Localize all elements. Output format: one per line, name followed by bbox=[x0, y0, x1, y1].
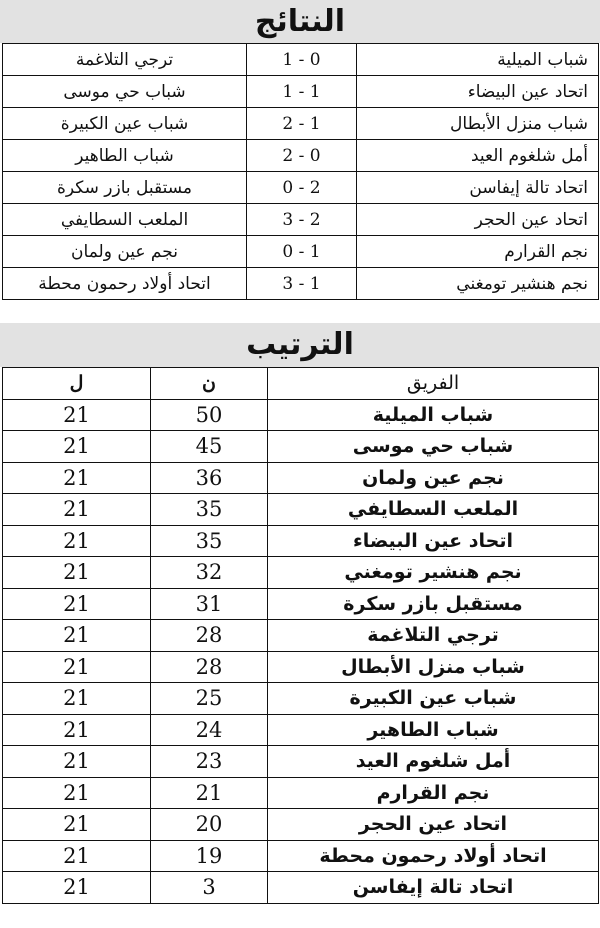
home-team: اتحاد تالة إيفاسن bbox=[357, 172, 599, 204]
team-name: نجم هنشير تومغني bbox=[268, 557, 599, 589]
match-score: 2 - 0 bbox=[247, 140, 357, 172]
played-count: 21 bbox=[3, 494, 151, 526]
match-score: 0 - 2 bbox=[247, 172, 357, 204]
away-team: ترجي التلاغمة bbox=[3, 44, 247, 76]
away-team: شباب الطاهير bbox=[3, 140, 247, 172]
points-value: 21 bbox=[151, 777, 268, 809]
points-column-header: ن bbox=[151, 368, 268, 400]
match-row bbox=[3, 204, 599, 236]
match-score: 3 - 1 bbox=[247, 268, 357, 300]
team-name: اتحاد أولاد رحمون محطة bbox=[268, 840, 599, 872]
standings-row bbox=[3, 777, 599, 809]
team-name: الملعب السطايفي bbox=[268, 494, 599, 526]
team-name: أمل شلغوم العيد bbox=[268, 746, 599, 778]
home-team: نجم القرارم bbox=[357, 236, 599, 268]
away-team: نجم عين ولمان bbox=[3, 236, 247, 268]
played-count: 21 bbox=[3, 714, 151, 746]
team-name: ترجي التلاغمة bbox=[268, 620, 599, 652]
points-value: 35 bbox=[151, 494, 268, 526]
team-name: شباب حي موسى bbox=[268, 431, 599, 463]
team-name: شباب عين الكبيرة bbox=[268, 683, 599, 715]
played-count: 21 bbox=[3, 525, 151, 557]
points-value: 45 bbox=[151, 431, 268, 463]
standings-row bbox=[3, 525, 599, 557]
played-column-header: ل bbox=[3, 368, 151, 400]
team-name: شباب منزل الأبطال bbox=[268, 651, 599, 683]
standings-row bbox=[3, 557, 599, 589]
points-value: 28 bbox=[151, 651, 268, 683]
points-value: 19 bbox=[151, 840, 268, 872]
standings-row bbox=[3, 840, 599, 872]
results-table bbox=[2, 43, 599, 300]
match-score: 0 - 1 bbox=[247, 236, 357, 268]
away-team: شباب حي موسى bbox=[3, 76, 247, 108]
standings-row bbox=[3, 809, 599, 841]
played-count: 21 bbox=[3, 431, 151, 463]
played-count: 21 bbox=[3, 809, 151, 841]
points-value: 28 bbox=[151, 620, 268, 652]
away-team: مستقبل بازر سكرة bbox=[3, 172, 247, 204]
match-row bbox=[3, 76, 599, 108]
standings-header-row bbox=[3, 368, 599, 400]
match-row bbox=[3, 140, 599, 172]
points-value: 50 bbox=[151, 399, 268, 431]
standings-row bbox=[3, 431, 599, 463]
standings-row bbox=[3, 746, 599, 778]
home-team: شباب الميلية bbox=[357, 44, 599, 76]
played-count: 21 bbox=[3, 651, 151, 683]
standings-row bbox=[3, 399, 599, 431]
points-value: 24 bbox=[151, 714, 268, 746]
points-value: 36 bbox=[151, 462, 268, 494]
away-team: اتحاد أولاد رحمون محطة bbox=[3, 268, 247, 300]
home-team: أمل شلغوم العيد bbox=[357, 140, 599, 172]
played-count: 21 bbox=[3, 840, 151, 872]
match-row bbox=[3, 268, 599, 300]
standings-row bbox=[3, 872, 599, 904]
team-name: مستقبل بازر سكرة bbox=[268, 588, 599, 620]
points-value: 23 bbox=[151, 746, 268, 778]
played-count: 21 bbox=[3, 399, 151, 431]
match-row bbox=[3, 108, 599, 140]
home-team: نجم هنشير تومغني bbox=[357, 268, 599, 300]
away-team: شباب عين الكبيرة bbox=[3, 108, 247, 140]
standings-table bbox=[2, 367, 599, 904]
team-name: نجم عين ولمان bbox=[268, 462, 599, 494]
points-value: 25 bbox=[151, 683, 268, 715]
match-score: 3 - 2 bbox=[247, 204, 357, 236]
home-team: اتحاد عين الحجر bbox=[357, 204, 599, 236]
standings-row bbox=[3, 588, 599, 620]
standings-row bbox=[3, 651, 599, 683]
team-name: اتحاد عين الحجر bbox=[268, 809, 599, 841]
team-column-header: الفريق bbox=[268, 368, 599, 400]
team-name: اتحاد عين البيضاء bbox=[268, 525, 599, 557]
played-count: 21 bbox=[3, 620, 151, 652]
standings-row bbox=[3, 620, 599, 652]
points-value: 32 bbox=[151, 557, 268, 589]
team-name: شباب الميلية bbox=[268, 399, 599, 431]
points-value: 35 bbox=[151, 525, 268, 557]
standings-row bbox=[3, 683, 599, 715]
results-heading-bar bbox=[0, 0, 600, 43]
team-name: اتحاد تالة إيفاسن bbox=[268, 872, 599, 904]
standings-title: الترتيب bbox=[246, 327, 354, 362]
match-row bbox=[3, 44, 599, 76]
team-name: شباب الطاهير bbox=[268, 714, 599, 746]
match-score: 1 - 0 bbox=[247, 44, 357, 76]
points-value: 20 bbox=[151, 809, 268, 841]
away-team: الملعب السطايفي bbox=[3, 204, 247, 236]
played-count: 21 bbox=[3, 557, 151, 589]
played-count: 21 bbox=[3, 462, 151, 494]
points-value: 3 bbox=[151, 872, 268, 904]
match-score: 1 - 1 bbox=[247, 76, 357, 108]
results-title: النتائج bbox=[254, 3, 346, 39]
played-count: 21 bbox=[3, 588, 151, 620]
standings-row bbox=[3, 494, 599, 526]
team-name: نجم القرارم bbox=[268, 777, 599, 809]
standings-heading-bar bbox=[0, 323, 600, 367]
match-row bbox=[3, 236, 599, 268]
played-count: 21 bbox=[3, 683, 151, 715]
played-count: 21 bbox=[3, 872, 151, 904]
match-score: 2 - 1 bbox=[247, 108, 357, 140]
standings-row bbox=[3, 462, 599, 494]
played-count: 21 bbox=[3, 777, 151, 809]
match-row bbox=[3, 172, 599, 204]
played-count: 21 bbox=[3, 746, 151, 778]
standings-row bbox=[3, 714, 599, 746]
points-value: 31 bbox=[151, 588, 268, 620]
home-team: اتحاد عين البيضاء bbox=[357, 76, 599, 108]
home-team: شباب منزل الأبطال bbox=[357, 108, 599, 140]
